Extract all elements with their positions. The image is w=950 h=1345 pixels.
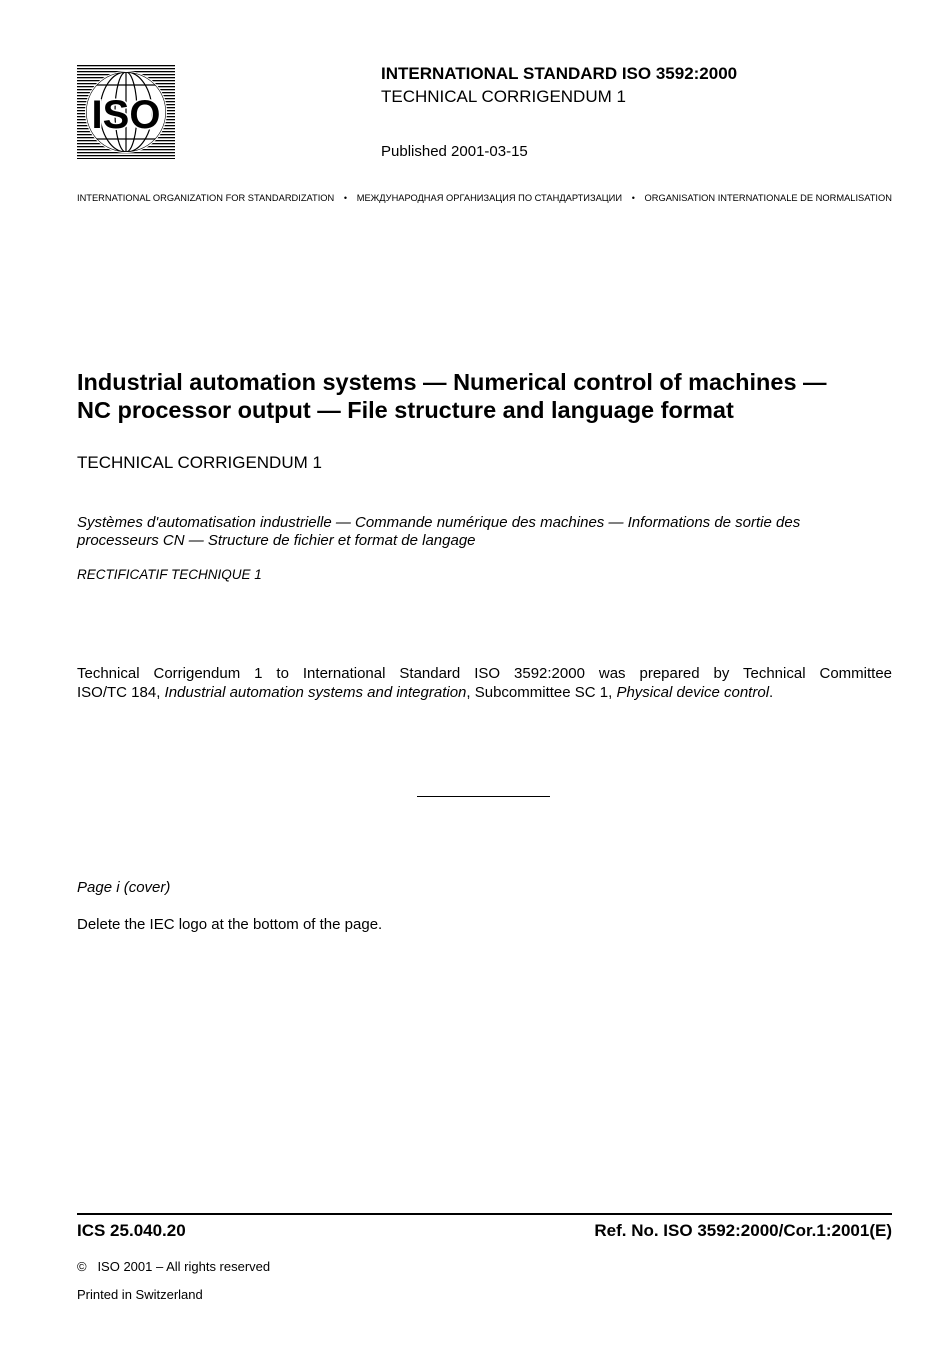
- foreword-line-1: Technical Corrigendum 1 to International Standard ISO 3592:2000 was prepared by Technical Committee: [77, 665, 892, 682]
- iso-logo: [77, 65, 175, 159]
- foreword-line-2: [77, 683, 892, 702]
- title-line-2: NC processor output — File structure and language format: [77, 397, 734, 423]
- org-name-russian: МЕЖДУНАРОДНАЯ ОРГАНИЗАЦИЯ ПО СТАНДАРТИЗАЦИИ: [356, 193, 623, 203]
- foreword-text: ISO/TC 184,: [77, 684, 165, 701]
- org-name-english: INTERNATIONAL ORGANIZATION FOR STANDARDIZATION: [77, 193, 335, 203]
- copyright-notice: [77, 1259, 270, 1274]
- copyright-text: ISO 2001 – All rights reserved: [97, 1259, 271, 1274]
- corrigendum-label: TECHNICAL CORRIGENDUM 1: [77, 453, 322, 472]
- french-title: [77, 514, 892, 550]
- title-line-1: Industrial automation systems — Numerical control of machines —: [77, 369, 827, 395]
- reference-number: Ref. No. ISO 3592:2000/Cor.1:2001(E): [594, 1221, 892, 1240]
- page-reference: Page i (cover): [77, 879, 171, 896]
- section-divider: [417, 796, 550, 797]
- foreword-text: , Subcommittee SC 1,: [466, 684, 617, 701]
- bullet-separator: •: [631, 193, 635, 203]
- standard-title: INTERNATIONAL STANDARD ISO 3592:2000: [381, 64, 738, 83]
- standard-subtitle: TECHNICAL CORRIGENDUM 1: [381, 87, 626, 106]
- ics-code: ICS 25.040.20: [77, 1221, 186, 1240]
- french-title-line-1: Systèmes d'automatisation industrielle — Commande numérique des machines — Informations de sortie des: [77, 514, 801, 531]
- french-title-line-2: processeurs CN — Structure de fichier et format de langage: [77, 532, 476, 549]
- copyright-icon: ©: [77, 1259, 87, 1274]
- published-date: Published 2001-03-15: [381, 143, 528, 160]
- french-corrigendum-label: RECTIFICATIF TECHNIQUE 1: [77, 567, 262, 582]
- org-name-french: ORGANISATION INTERNATIONALE DE NORMALISATION: [644, 193, 892, 203]
- committee-name: Industrial automation systems and integration: [164, 684, 467, 701]
- subcommittee-name: Physical device control: [616, 684, 770, 701]
- document-title: [77, 368, 907, 424]
- foreword-text: .: [769, 684, 774, 701]
- iso-logo-text: ISO: [91, 93, 161, 137]
- printed-in: Printed in Switzerland: [77, 1287, 203, 1302]
- bullet-separator: •: [343, 193, 348, 203]
- correction-instruction: Delete the IEC logo at the bottom of the page.: [77, 916, 383, 933]
- footer-rule: [77, 1213, 892, 1215]
- foreword-paragraph: [77, 664, 892, 702]
- organization-names: [77, 193, 892, 203]
